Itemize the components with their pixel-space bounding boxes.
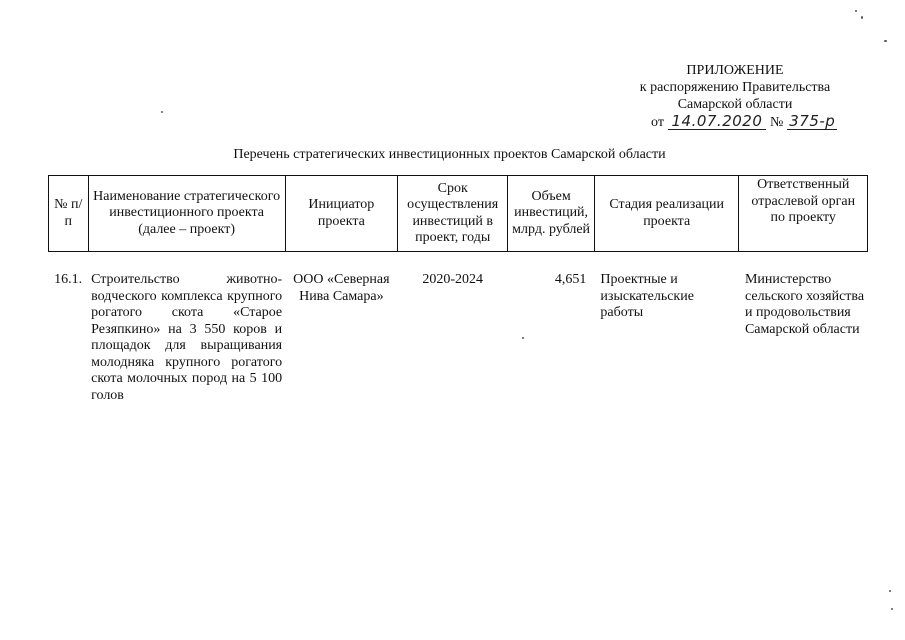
document-title: [0, 146, 905, 163]
cell-volume: 4,651: [554, 272, 587, 287]
scan-speck: [891, 608, 893, 610]
scan-speck: [161, 111, 163, 113]
cell-num: 16.1.: [54, 272, 83, 287]
handwritten-date: 14.07.2020: [668, 113, 766, 130]
header-stage: Стадия реализации проекта: [594, 176, 739, 252]
table-row: [49, 272, 868, 404]
table-header-row: [49, 176, 868, 252]
header-num: № п/п: [49, 176, 89, 252]
scan-speck: [889, 590, 891, 592]
from-label: от: [651, 115, 664, 130]
handwritten-number: 375-р: [789, 112, 836, 130]
cell-initiator: ООО «Северная Нива Самара»: [293, 272, 390, 304]
appendix-line-1: к распоряжению Правительства: [639, 80, 831, 95]
document-title-text: Перечень стратегических инвестиционных проектов Самарской области: [233, 147, 666, 162]
header-name: Наименование стратегического инвестиционного проекта (далее – проект): [88, 176, 285, 252]
header-term: Срок осуществления инвестиций в проект, годы: [398, 176, 508, 252]
cell-org: Министерство сельского хозяйства и продовольствия Самарской области: [744, 272, 865, 337]
scan-speck: [522, 337, 524, 339]
header-org: Ответственный отраслевой орган по проекту: [739, 176, 868, 252]
scan-speck: [855, 10, 857, 12]
appendix-title: ПРИЛОЖЕНИЕ: [686, 63, 784, 78]
projects-table: [48, 175, 868, 404]
order-line: [600, 113, 870, 131]
number-label: №: [769, 115, 784, 130]
scan-speck: [861, 16, 863, 19]
table-spacer-row: [49, 252, 868, 273]
scan-speck: [884, 40, 887, 42]
cell-term: 2020-2024: [422, 272, 484, 287]
cell-name: Строительство животно-водческого комплекса крупного рогатого скота «Старое Резяпкино» на 3 550 коров и площадок для выращивания молодняка крупного рогатого скота молочных пород на 5 100 голов: [91, 272, 283, 403]
appendix-block: [600, 62, 870, 131]
appendix-line-2: Самарской области: [677, 97, 793, 112]
header-initiator: Инициатор проекта: [285, 176, 397, 252]
cell-stage: Проектные и изыскательские работы: [600, 272, 694, 320]
header-volume: Объем инвестиций, млрд. рублей: [508, 176, 595, 252]
